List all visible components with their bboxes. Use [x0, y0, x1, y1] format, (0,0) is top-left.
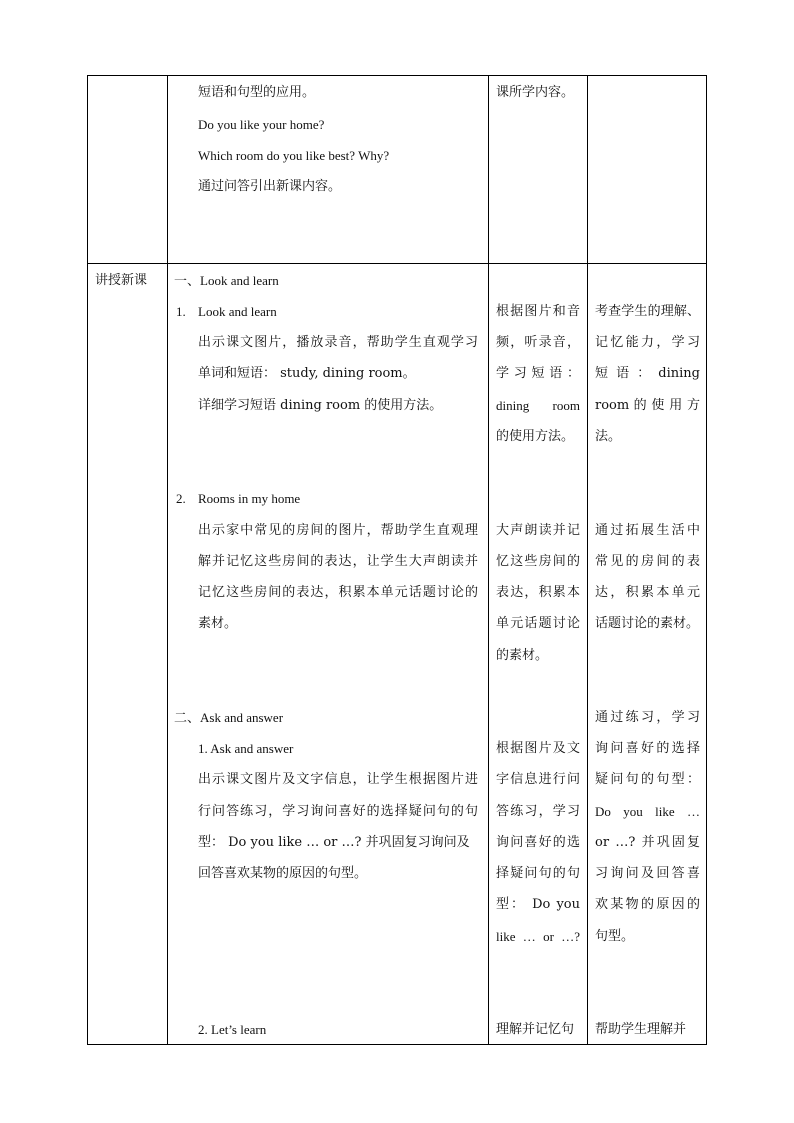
col3-text-line: like … or …? — [496, 929, 580, 944]
section-title: 二、Ask and answer — [174, 710, 284, 725]
col4-text-line: or …? 并巩固复 — [595, 835, 700, 850]
row2-stage-label: 讲授新课 — [95, 273, 148, 288]
col3-text-line: 表达，积累本 — [496, 585, 580, 600]
col4-text-line: 欢某物的原因的 — [595, 897, 700, 912]
col4-text-line: 习询问及回答喜 — [595, 866, 700, 881]
col4-text-line: 常见的房间的表 — [595, 554, 700, 569]
item-number: 2. — [176, 491, 186, 506]
section-title: 一、Look and learn — [174, 273, 279, 288]
item-text-line: 型： Do you like … or …? 并巩固复习询问及 — [198, 835, 470, 850]
table-col-divider-1 — [167, 75, 168, 1045]
row1-text-line: 通过问答引出新课内容。 — [198, 179, 342, 194]
col4-text-line: 通过拓展生活中 — [595, 523, 700, 538]
item-text-line: 出示课文图片及文字信息，让学生根据图片进 — [198, 772, 478, 787]
col3-text-line: 大声朗读并记 — [496, 523, 580, 538]
item-number: 1. — [176, 304, 186, 319]
item-text-line: 素材。 — [198, 616, 238, 631]
table-border-left — [87, 75, 88, 1045]
col4-text-line: 记忆能力，学习 — [595, 335, 700, 350]
col3-text-line: 答练习，学习 — [496, 804, 580, 819]
col4-text-line: 通过练习，学习 — [595, 710, 700, 725]
col4-text-line: Do you like … — [595, 804, 700, 819]
table-border-bottom — [87, 1044, 707, 1045]
item-text-line: 单词和短语： study, dining room。 — [198, 366, 416, 381]
row1-question-2: Which room do you like best? Why? — [198, 148, 390, 163]
col3-text-line: 的素材。 — [496, 648, 549, 663]
item-text-line: 出示家中常见的房间的图片，帮助学生直观理 — [198, 523, 478, 538]
col4-text-line: 句型。 — [595, 929, 635, 944]
row1-col3-text: 课所学内容。 — [496, 85, 575, 100]
row1-text-line: 短语和句型的应用。 — [198, 85, 316, 100]
item-title: 1. Ask and answer — [198, 741, 294, 756]
col3-text-line: dining room — [496, 398, 580, 413]
col3-text-line: 询问喜好的选 — [496, 835, 580, 850]
table-row-divider — [87, 263, 707, 264]
item-text-line: 详细学习短语 dining room 的使用方法。 — [198, 398, 443, 413]
col4-text-line: 达，积累本单元 — [595, 585, 700, 600]
col3-text-line: 型： Do you — [496, 897, 580, 912]
col3-text-line: 频，听录音， — [496, 335, 580, 350]
table-border-top — [87, 75, 707, 76]
table-col-divider-3 — [587, 75, 588, 1045]
item-title: Look and learn — [198, 304, 277, 319]
col3-text-line: 理解并记忆句 — [496, 1022, 575, 1037]
row1-question-1: Do you like your home? — [198, 117, 325, 132]
item-text-line: 记忆这些房间的表达，积累本单元话题讨论的 — [198, 585, 478, 600]
col4-text-line: 法。 — [595, 429, 622, 444]
col3-text-line: 字信息进行问 — [496, 772, 580, 787]
col4-text-line: 疑问句的句型： — [595, 772, 700, 787]
table-border-right — [706, 75, 707, 1045]
col4-text-line: room 的 使 用 方 — [595, 398, 700, 413]
item-text-line: 回答喜欢某物的原因的句型。 — [198, 866, 368, 881]
col3-text-line: 学 习 短 语 ： — [496, 366, 580, 381]
item-text-line: 行问答练习，学习询问喜好的选择疑问句的句 — [198, 804, 478, 819]
col3-text-line: 的使用方法。 — [496, 429, 575, 444]
col3-text-line: 择疑问句的句 — [496, 866, 580, 881]
col4-text-line: 话题讨论的素材。 — [595, 616, 700, 631]
item-text-line: 解并记忆这些房间的表达，让学生大声朗读并 — [198, 554, 478, 569]
col4-text-line: 短 语 ： dining — [595, 366, 700, 381]
col4-text-line: 考查学生的理解、 — [595, 304, 700, 319]
col3-text-line: 忆这些房间的 — [496, 554, 580, 569]
item-title: 2. Let’s learn — [198, 1022, 267, 1037]
col4-text-line: 帮助学生理解并 — [595, 1022, 687, 1037]
item-text-line: 出示课文图片，播放录音，帮助学生直观学习 — [198, 335, 478, 350]
col4-text-line: 询问喜好的选择 — [595, 741, 700, 756]
col3-text-line: 根据图片和音 — [496, 304, 580, 319]
col3-text-line: 单元话题讨论 — [496, 616, 580, 631]
col3-text-line: 根据图片及文 — [496, 741, 580, 756]
table-col-divider-2 — [488, 75, 489, 1045]
item-title: Rooms in my home — [198, 491, 301, 506]
